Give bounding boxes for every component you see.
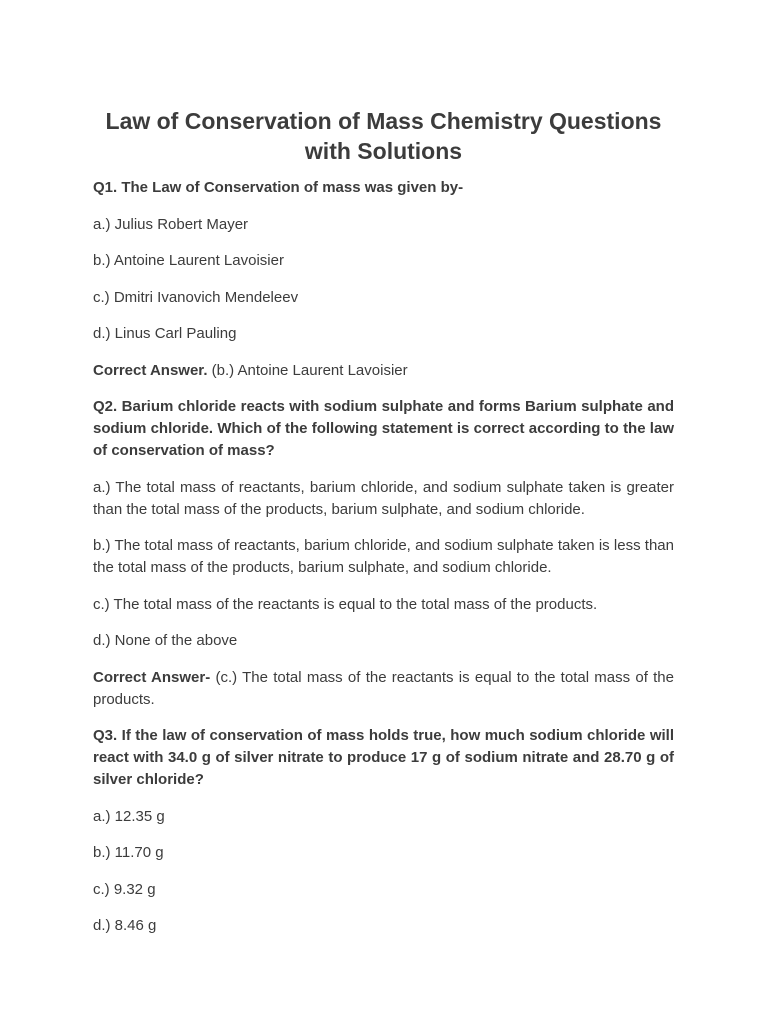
q1-correct-answer — [93, 360, 674, 382]
answer-label: Correct Answer- — [93, 668, 211, 686]
q3-option-a: a.) 12.35 g — [93, 807, 165, 825]
q2-correct-answer — [93, 667, 674, 711]
question-3: Q3. If the law of conservation of mass holds true, how much sodium chloride will react with 34.0 g of silver nitrate to produce 17 g of sodium nitrate and 28.70 g of silver chloride? — [93, 727, 674, 788]
q3-option-b: b.) 11.70 g — [93, 844, 164, 861]
question-1: Q1. The Law of Conservation of mass was given by- — [93, 179, 464, 196]
answer-text: (c.) The total mass of the reactants is equal to the total mass of the products. — [93, 668, 674, 708]
q2-option-d: d.) None of the above — [93, 632, 238, 649]
q2-option-c: c.) The total mass of the reactants is equal to the total mass of the products. — [93, 595, 598, 613]
q2-option-a: a.) The total mass of reactants, barium chloride, and sodium sulphate taken is greater than the total mass of the products, barium sulphate, and sodium chloride. — [93, 478, 674, 518]
q3-option-d: d.) 8.46 g — [93, 917, 157, 934]
answer-text: (b.) Antoine Laurent Lavoisier — [207, 361, 408, 379]
page-title: Law of Conservation of Mass Chemistry Questions with Solutions — [105, 108, 662, 164]
q1-option-b: b.) Antoine Laurent Lavoisier — [93, 252, 284, 269]
q1-option-a: a.) Julius Robert Mayer — [93, 215, 249, 233]
answer-label: Correct Answer. — [93, 361, 208, 379]
q3-option-c: c.) 9.32 g — [93, 880, 156, 898]
q2-option-b: b.) The total mass of reactants, barium chloride, and sodium sulphate taken is less than the total mass of the products, barium sulphate, and sodium chloride. — [93, 537, 674, 576]
question-2: Q2. Barium chloride reacts with sodium sulphate and forms Barium sulphate and sodium chloride. Which of the following statement is correct according to the law of conservation of mass? — [93, 398, 674, 459]
q1-option-c: c.) Dmitri Ivanovich Mendeleev — [93, 288, 299, 306]
q1-option-d: d.) Linus Carl Pauling — [93, 325, 237, 342]
